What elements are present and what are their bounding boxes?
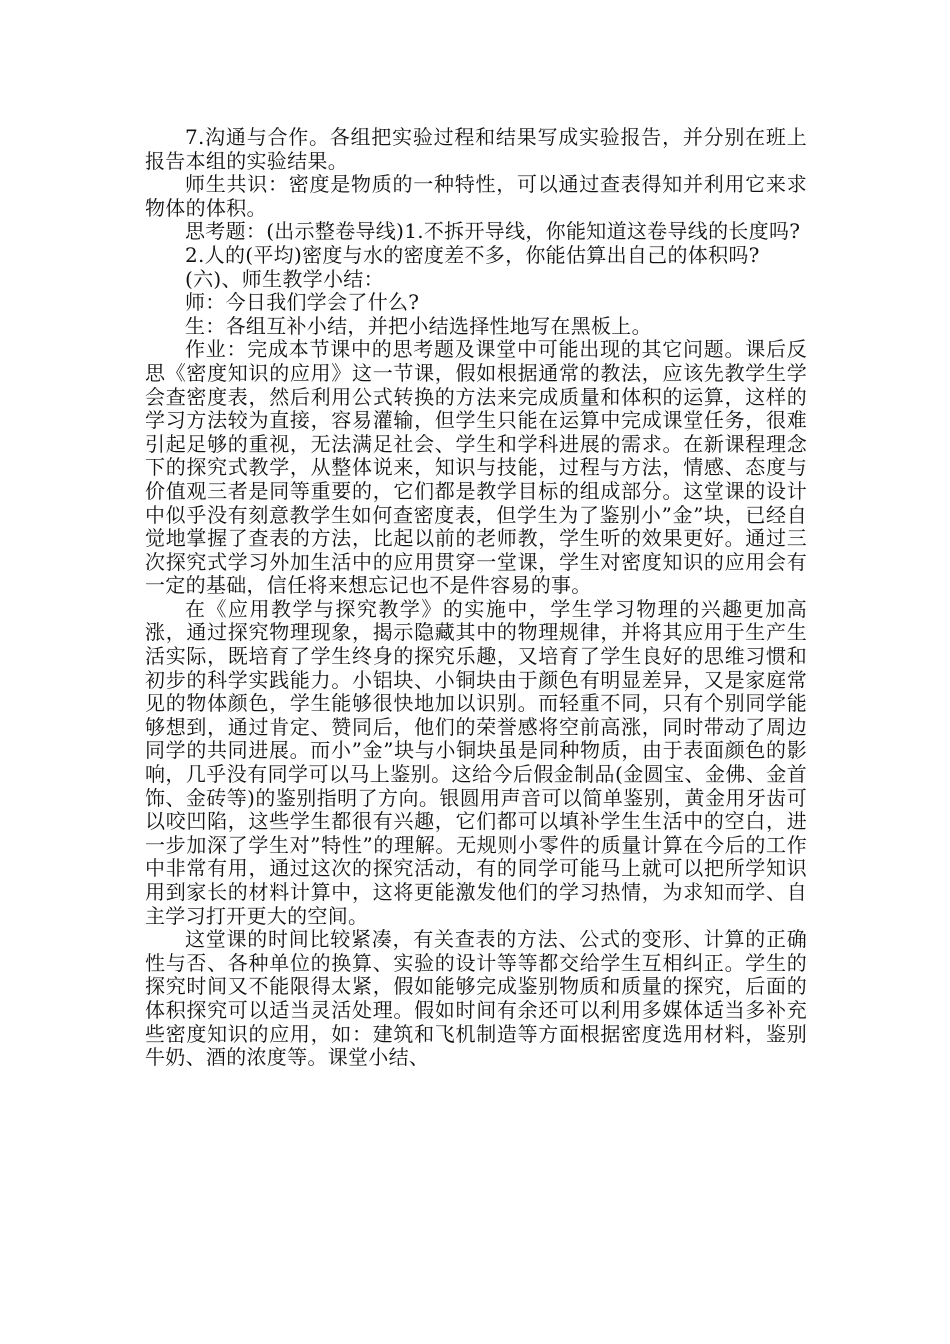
paragraph-question-1: 思考题：(出示整卷导线)1.不拆开导线，你能知道这卷导线的长度吗? [185,219,801,244]
paragraph-homework-reflection: 作业：完成本节课中的思考题及课堂中可能出现的其它问题。课后反思《密度知识的应用》这一节课，假如根据通常的教法，应该先教学生学会查密度表，然后利用公式转换的方法来完成质量和体积的运算，这样的学习方法较为直接，容易灌输，但学生只能在运算中完成课堂任务，很难引起足够的重视，无法满足社会、学生和学科进展的需求。在新课程理念下的探究式教学，从整体说来，知识与技能，过程与方法，情感、态度与价值观三者是同等重要的，它们都是教学目标的组成部分。这堂课的设计中似乎没有刻意教学生如何查密度表，但学生为了鉴别小”金”块，已经自觉地掌握了查表的方法，比起以前的老师教，学生听的效果更好。通过三次探究式学习外加生活中的应用贯穿一堂课，学生对密度知识的应用会有一定的基础，信任将来想忘记也不是件容易的事。 [145,337,807,598]
paragraph-question-2: 2.人的(平均)密度与水的密度差不多，你能估算出自己的体积吗? [185,242,760,267]
document-page [145,126,807,1070]
paragraph-teacher: 师：今日我们学会了什么? [185,290,420,315]
paragraph-consensus: 师生共识：密度是物质的一种特性，可以通过查表得知并利用它来求物体的体积。 [145,172,807,220]
paragraph-time-management: 这堂课的时间比较紧凑，有关查表的方法、公式的变形、计算的正确性与否、各种单位的换算、实验的设计等等都交给学生互相纠正。学生的探究时间又不能限得太紧，假如能够完成鉴别物质和质量的探究，后面的体积探究可以适当灵活处理。假如时间有余还可以利用多媒体适当多补充些密度知识的应用，如：建筑和飞机制造等方面根据密度选用材料，鉴别牛奶、酒的浓度等。课堂小结、 [145,927,807,1070]
paragraph-student: 生：各组互补小结，并把小结选择性地写在黑板上。 [185,313,652,338]
paragraph-communication: 7.沟通与合作。各组把实验过程和结果写成实验报告，并分别在班上报告本组的实验结果。 [145,125,807,173]
section-heading-summary: (六)、师生教学小结： [185,266,384,291]
paragraph-implementation: 在《应用教学与探究教学》的实施中，学生学习物理的兴趣更加高涨，通过探究物理现象，揭示隐藏其中的物理规律，并将其应用于生产生活实际，既培育了学生终身的探究乐趣，又培育了学生良好的思维习惯和初步的科学实践能力。小铝块、小铜块由于颜色有明显差异，又是家庭常见的物体颜色，学生能够很快地加以识别。而轻重不同，只有个别同学能够想到，通过肯定、赞同后，他们的荣誉感将空前高涨，同时带动了周边同学的共同进展。而小”金”块与小铜块虽是同种物质，由于表面颜色的影响，几乎没有同学可以马上鉴别。这给今后假金制品(金圆宝、金佛、金首饰、金砖等)的鉴别指明了方向。银圆用声音可以简单鉴别，黄金用牙齿可以咬凹陷，这些学生都很有兴趣，它们都可以填补学生生活中的空白，进一步加深了学生对”特性”的理解。无规则小零件的质量计算在今后的工作中非常有用，通过这次的探究活动，有的同学可能马上就可以把所学知识用到家长的材料计算中，这将更能激发他们的学习热情，为求知而学、自主学习打开更大的空间。 [145,596,807,928]
